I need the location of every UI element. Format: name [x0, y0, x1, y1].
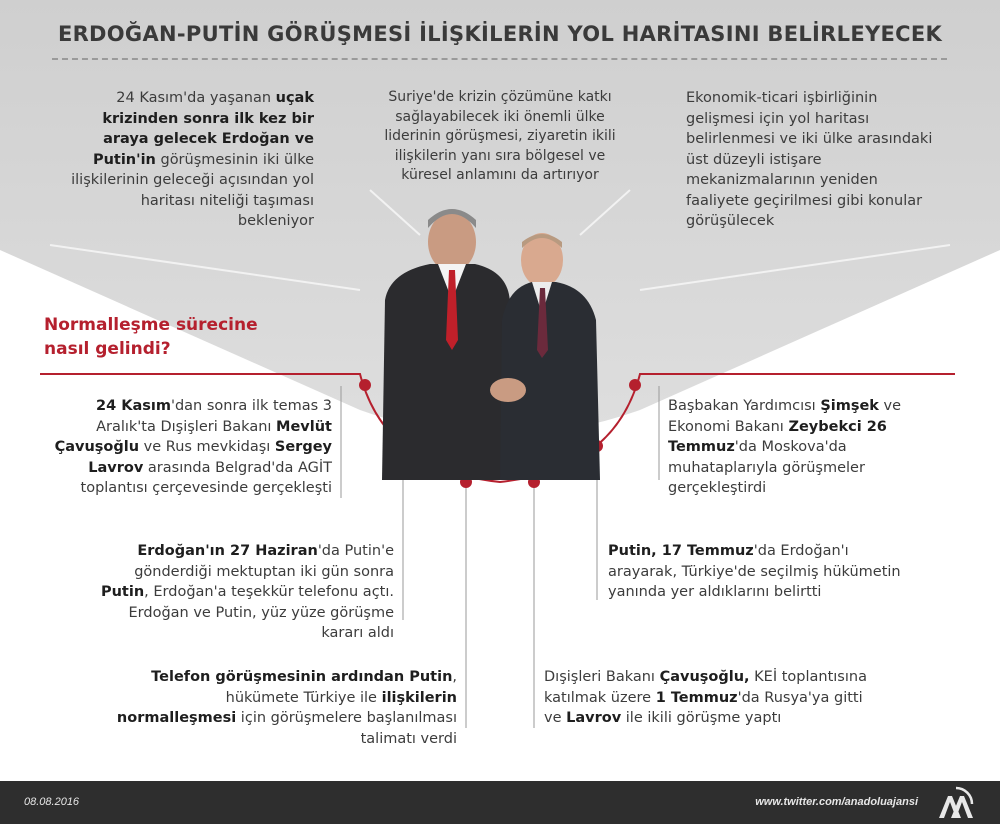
page-title: ERDOĞAN-PUTİN GÖRÜŞMESİ İLİŞKİLERİN YOL HARİTASINI BELİRLEYECEK: [57, 22, 943, 46]
timeline-item-left-2: [92, 541, 394, 644]
timeline-item-left-3: [110, 667, 457, 749]
text-segment: 1 Temmuz: [655, 689, 738, 706]
text-segment: 'da Moskova'da muhataplarıyla görüşmeler gerçekleştirdi: [668, 439, 865, 496]
footer-twitter-link[interactable]: www.twitter.com/anadoluajansi: [755, 796, 918, 808]
text-segment: arasında Belgrad'da AGİT toplantısı çerçevesinde gerçekleşti: [80, 459, 332, 496]
title-divider: [52, 58, 947, 60]
intro-text-right: [686, 88, 936, 232]
section-heading: Normalleşme sürecine nasıl gelindi?: [44, 315, 258, 359]
text-segment: ve Rus mevkidaşı: [139, 439, 275, 455]
footer-bar: [0, 781, 1000, 824]
footer-date: 08.08.2016: [24, 796, 80, 808]
leaders-photo: [360, 190, 640, 490]
text-segment: , Erdoğan'a teşekkür telefonu açtı. Erdoğan ve Putin, yüz yüze görüşme kararı aldı: [128, 584, 394, 641]
timeline-item-left-1: [40, 396, 332, 499]
timeline-item-right-1: [668, 396, 958, 499]
text-segment: 24 Kasım: [96, 398, 171, 414]
text-segment: Lavrov: [566, 710, 622, 726]
aa-logo-icon: [936, 786, 976, 820]
text-segment: Erdoğan'ın 27 Haziran: [137, 543, 318, 559]
text-segment: KEİ toplantısına katılmak üzere: [544, 669, 867, 706]
text-segment: Çavuşoğlu,: [659, 669, 750, 685]
text-segment: Telefon görüşmesinin ardından Putin: [151, 669, 453, 685]
text-segment: Putin: [100, 584, 145, 600]
text-segment: Şimşek: [820, 398, 879, 414]
text-segment: için görüşmelere başlanılması talimatı verdi: [236, 710, 457, 747]
text-segment: Mevlüt Çavuşoğlu: [54, 418, 332, 455]
text-segment: Ekonomik-ticari işbirliğinin gelişmesi için yol haritası belirlenmesi ve iki ülke arasındaki üst düzeyli istişare mekanizmalarının yeniden faaliyete geçirilmesi gibi konular görüşülecek: [686, 90, 933, 229]
text-segment: ile ikili görüşme yaptı: [621, 710, 782, 726]
text-segment: 'da Rusya'ya gitti ve: [544, 689, 863, 726]
timeline-item-right-3: [544, 667, 874, 729]
text-segment: Putin, 17 Temmuz: [608, 543, 754, 559]
text-segment: Suriye'de krizin çözümüne katkı sağlayabilecek iki önemli ülke liderinin görüşmesi, ziyaretin ikili ilişkilerin yanı sıra bölgesel ve küresel anlamını da artırıyor: [384, 89, 616, 183]
text-segment: Zeybekci 26 Temmuz: [668, 418, 887, 455]
intro-text-left: [70, 88, 314, 232]
text-segment: Dışişleri Bakanı: [544, 669, 660, 685]
text-segment: ilişkilerin normalleşmesi: [116, 689, 457, 726]
text-segment: 'da Erdoğan'ı arayarak, Türkiye'de seçilmiş hükümetin yanında yer aldıklarını belirtti: [608, 543, 901, 600]
text-segment: ve Ekonomi Bakanı: [668, 398, 902, 435]
text-segment: Sergey Lavrov: [88, 439, 332, 476]
text-segment: uçak krizinden sonra ilk kez bir araya gelecek Erdoğan ve Putin'in: [92, 90, 314, 168]
text-segment: 24 Kasım'da yaşanan: [116, 90, 276, 106]
intro-text-center: [370, 88, 630, 186]
text-segment: 'da Putin'e gönderdiği mektuptan iki gün sonra: [134, 543, 394, 580]
text-segment: 'dan sonra ilk temas 3 Aralık'ta Dışişleri Bakanı: [96, 398, 332, 435]
text-segment: görüşmesinin iki ülke ilişkilerinin geleceği açısından yol haritası niteliği taşıması bekleniyor: [71, 151, 314, 229]
text-segment: , hükümete Türkiye ile: [225, 669, 457, 706]
text-segment: Başbakan Yardımcısı: [668, 398, 821, 414]
timeline-item-right-2: [608, 541, 920, 603]
